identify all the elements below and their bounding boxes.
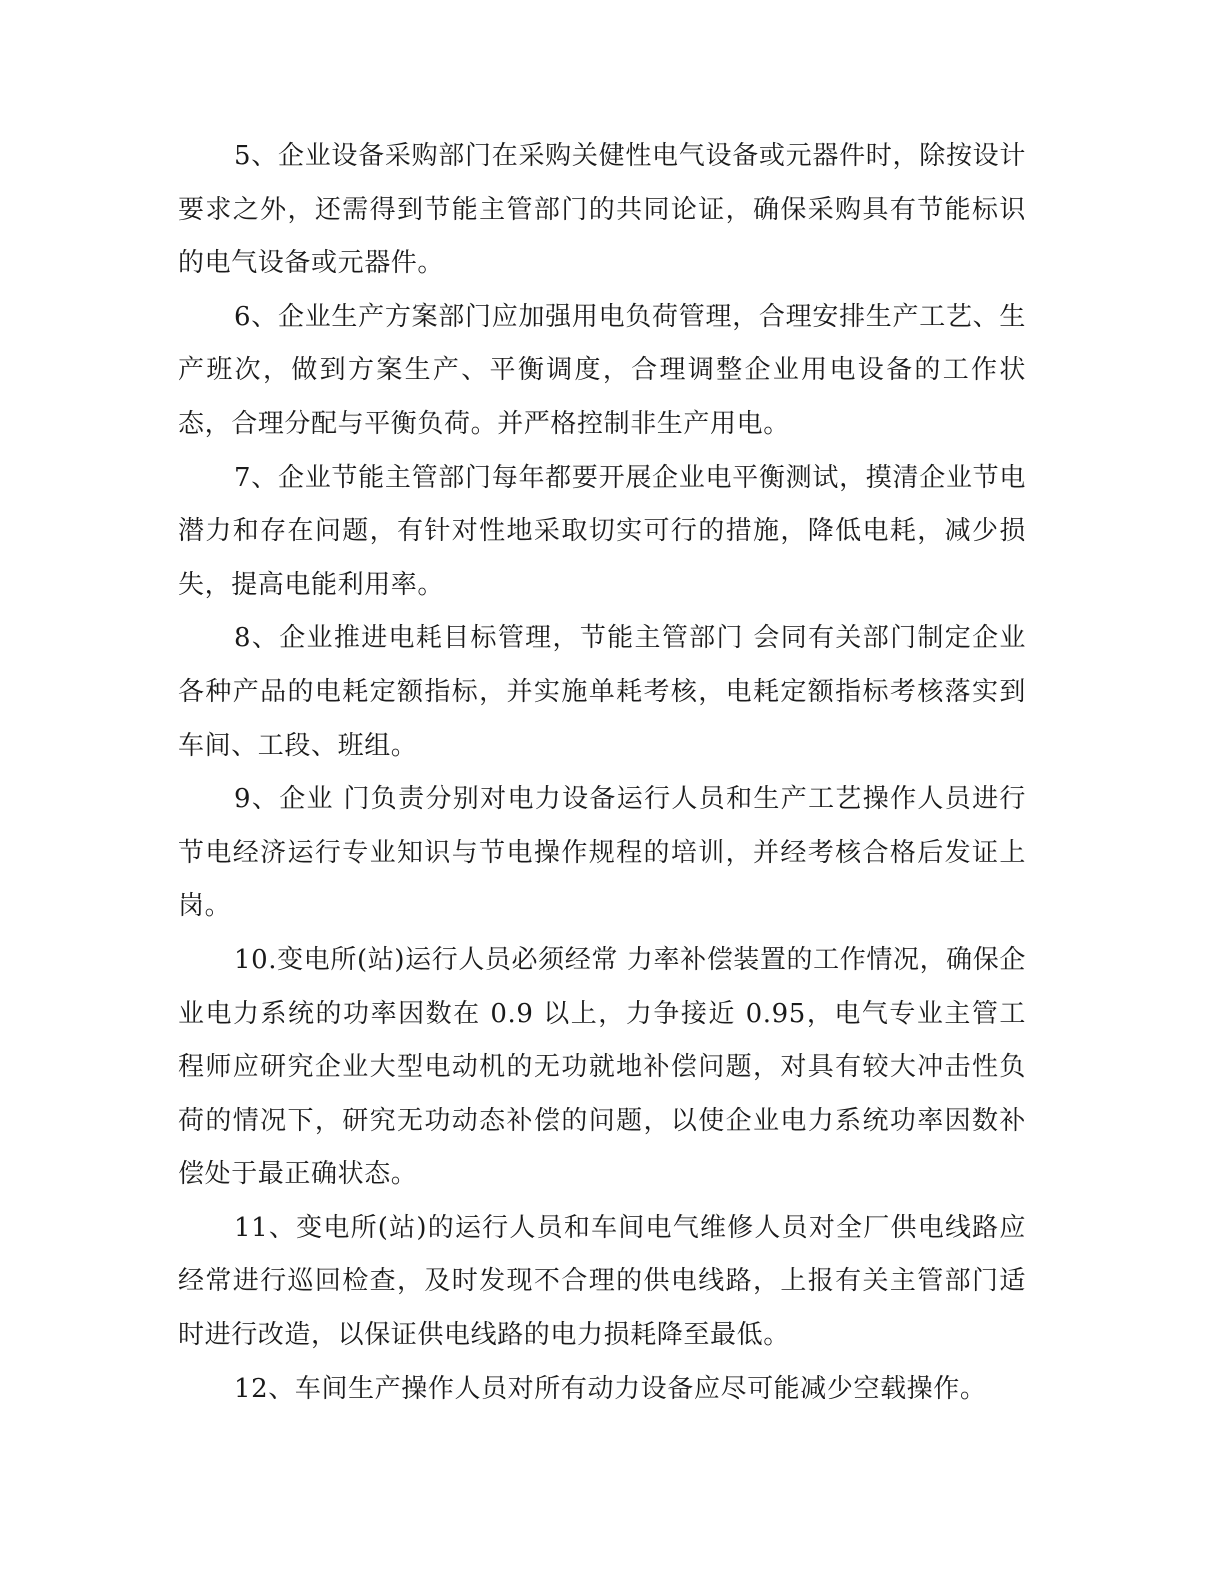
paragraph-item-9: 9、企业 门负责分别对电力设备运行人员和生产工艺操作人员进行节电经济运行专业知识与节电操作规程的培训，并经考核合格后发证上岗。 bbox=[178, 784, 1026, 922]
document-body bbox=[178, 130, 1026, 1416]
paragraph-item-6: 6、企业生产方案部门应加强用电负荷管理，合理安排生产工艺、生产班次，做到方案生产、平衡调度，合理调整企业用电设备的工作状态，合理分配与平衡负荷。并严格控制非生产用电。 bbox=[178, 301, 1026, 439]
paragraph-item-10: 10.变电所(站)运行人员必须经常 力率补偿装置的工作情况，确保企业电力系统的功率因数在 0.9 以上，力争接近 0.95，电气专业主管工程师应研究企业大型电动机的无功就地补偿问题，对具有较大冲击性负荷的情况下，研究无功动态补偿的问题，以使企业电力系统功率因数补偿处于最正确状态。 bbox=[178, 944, 1026, 1190]
paragraph-item-5: 5、企业设备采购部门在采购关健性电气设备或元器件时，除按设计要求之外，还需得到节能主管部门的共同论证，确保采购具有节能标识的电气设备或元器件。 bbox=[178, 141, 1026, 279]
paragraph-item-11: 11、变电所(站)的运行人员和车间电气维修人员对全厂供电线路应经常进行巡回检查，及时发现不合理的供电线路，上报有关主管部门适时进行改造，以保证供电线路的电力损耗降至最低。 bbox=[178, 1212, 1026, 1351]
paragraph-item-12: 12、车间生产操作人员对所有动力设备应尽可能减少空载操作。 bbox=[234, 1373, 987, 1404]
paragraph-item-7: 7、企业节能主管部门每年都要开展企业电平衡测试，摸清企业节电潜力和存在问题，有针对性地采取切实可行的措施，降低电耗，减少损失，提高电能利用率。 bbox=[178, 462, 1026, 600]
paragraph-item-8: 8、企业推进电耗目标管理，节能主管部门 会同有关部门制定企业各种产品的电耗定额指标，并实施单耗考核，电耗定额指标考核落实到车间、工段、班组。 bbox=[178, 623, 1026, 761]
